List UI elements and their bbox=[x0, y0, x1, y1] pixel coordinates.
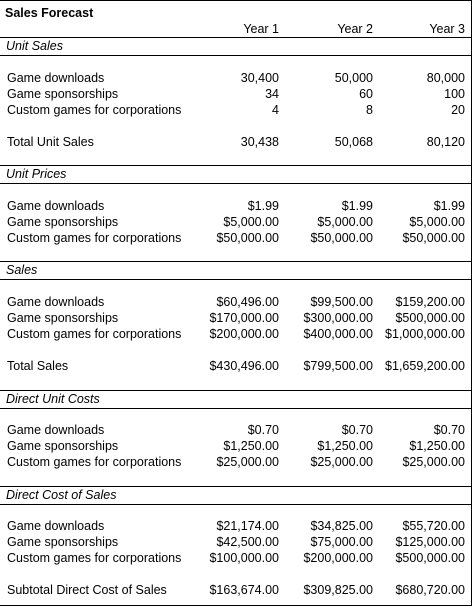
cell-year-1: $163,674.00 bbox=[209, 583, 279, 597]
cell-year-3: $159,200.00 bbox=[395, 295, 465, 309]
table-row bbox=[0, 231, 471, 247]
cell-year-2: 50,068 bbox=[334, 135, 373, 149]
section-header-direct-cost-of-sales bbox=[0, 486, 471, 505]
row-label: Subtotal Direct Cost of Sales bbox=[7, 583, 167, 597]
row-label: Game downloads bbox=[7, 295, 105, 309]
cell-year-1: 30,438 bbox=[240, 135, 279, 149]
cell-year-3: $55,720.00 bbox=[402, 519, 465, 533]
cell-year-1: $1.99 bbox=[247, 199, 279, 213]
cell-year-1: $5,000.00 bbox=[223, 215, 279, 229]
cell-year-1: $1,250.00 bbox=[223, 439, 279, 453]
cell-year-2: $300,000.00 bbox=[303, 311, 373, 325]
cell-year-2: $400,000.00 bbox=[303, 327, 373, 341]
section-label: Unit Sales bbox=[6, 39, 63, 53]
cell-year-1: $42,500.00 bbox=[216, 535, 279, 549]
cell-year-1: $60,496.00 bbox=[216, 295, 279, 309]
total-row bbox=[0, 135, 471, 151]
section-header-direct-unit-costs bbox=[0, 390, 471, 409]
row-label: Custom games for corporations bbox=[7, 455, 182, 469]
cell-year-2: $5,000.00 bbox=[317, 215, 373, 229]
row-label: Custom games for corporations bbox=[7, 327, 182, 341]
cell-year-1: $50,000.00 bbox=[216, 231, 279, 245]
column-header-year-3: Year 3 bbox=[429, 22, 465, 36]
cell-year-1: $100,000.00 bbox=[209, 551, 279, 565]
cell-year-1: $25,000.00 bbox=[216, 455, 279, 469]
cell-year-3: $1.99 bbox=[433, 199, 465, 213]
cell-year-3: $500,000.00 bbox=[395, 551, 465, 565]
cell-year-1: $200,000.00 bbox=[209, 327, 279, 341]
cell-year-3: 100 bbox=[444, 87, 465, 101]
cell-year-2: 8 bbox=[366, 103, 373, 117]
cell-year-2: $0.70 bbox=[341, 423, 373, 437]
cell-year-2: $1.99 bbox=[341, 199, 373, 213]
row-label: Game downloads bbox=[7, 423, 105, 437]
cell-year-3: 80,000 bbox=[426, 71, 465, 85]
cell-year-3: $500,000.00 bbox=[395, 311, 465, 325]
row-label: Custom games for corporations bbox=[7, 103, 182, 117]
table-row bbox=[0, 71, 471, 87]
total-row bbox=[0, 583, 471, 599]
cell-year-2: 60 bbox=[359, 87, 373, 101]
section-header-sales bbox=[0, 261, 471, 280]
cell-year-3: 20 bbox=[451, 103, 465, 117]
table-row bbox=[0, 551, 471, 567]
table-row bbox=[0, 535, 471, 551]
row-label: Game downloads bbox=[7, 519, 105, 533]
cell-year-3: $1,659,200.00 bbox=[385, 359, 465, 373]
cell-year-2: $1,250.00 bbox=[317, 439, 373, 453]
section-header-unit-sales bbox=[0, 37, 471, 56]
column-header-year-2: Year 2 bbox=[337, 22, 373, 36]
cell-year-3: $680,720.00 bbox=[395, 583, 465, 597]
cell-year-3: $5,000.00 bbox=[409, 215, 465, 229]
section-label: Unit Prices bbox=[6, 167, 67, 181]
row-label: Game downloads bbox=[7, 199, 105, 213]
cell-year-3: $50,000.00 bbox=[402, 231, 465, 245]
table-row bbox=[0, 439, 471, 455]
cell-year-2: $309,825.00 bbox=[303, 583, 373, 597]
cell-year-1: 4 bbox=[272, 103, 279, 117]
cell-year-1: $430,496.00 bbox=[209, 359, 279, 373]
row-label: Game sponsorships bbox=[7, 311, 119, 325]
row-label: Total Sales bbox=[7, 359, 69, 373]
section-label: Direct Cost of Sales bbox=[6, 488, 117, 502]
cell-year-3: 80,120 bbox=[426, 135, 465, 149]
section-label: Sales bbox=[6, 263, 38, 277]
cell-year-2: $200,000.00 bbox=[303, 551, 373, 565]
table-row bbox=[0, 519, 471, 535]
row-label: Custom games for corporations bbox=[7, 231, 182, 245]
table-row bbox=[0, 311, 471, 327]
section-header-unit-prices bbox=[0, 165, 471, 184]
cell-year-2: $50,000.00 bbox=[310, 231, 373, 245]
cell-year-3: $25,000.00 bbox=[402, 455, 465, 469]
total-row bbox=[0, 359, 471, 375]
table-row bbox=[0, 295, 471, 311]
table-row bbox=[0, 87, 471, 103]
row-label: Custom games for corporations bbox=[7, 551, 182, 565]
table-row bbox=[0, 215, 471, 231]
table-row bbox=[0, 455, 471, 471]
cell-year-3: $1,000,000.00 bbox=[385, 327, 465, 341]
cell-year-1: $21,174.00 bbox=[216, 519, 279, 533]
cell-year-2: 50,000 bbox=[334, 71, 373, 85]
cell-year-2: $25,000.00 bbox=[310, 455, 373, 469]
cell-year-1: 34 bbox=[265, 87, 279, 101]
section-label: Direct Unit Costs bbox=[6, 392, 100, 406]
title-row bbox=[0, 1, 471, 23]
table-title: Sales Forecast bbox=[5, 6, 94, 20]
cell-year-2: $34,825.00 bbox=[310, 519, 373, 533]
cell-year-1: $0.70 bbox=[247, 423, 279, 437]
table-row bbox=[0, 327, 471, 343]
cell-year-3: $0.70 bbox=[433, 423, 465, 437]
cell-year-2: $799,500.00 bbox=[303, 359, 373, 373]
table-row bbox=[0, 423, 471, 439]
cell-year-2: $99,500.00 bbox=[310, 295, 373, 309]
cell-year-2: $75,000.00 bbox=[310, 535, 373, 549]
row-label: Game downloads bbox=[7, 71, 105, 85]
cell-year-3: $1,250.00 bbox=[409, 439, 465, 453]
row-label: Game sponsorships bbox=[7, 87, 119, 101]
column-header-year-1: Year 1 bbox=[243, 22, 279, 36]
row-label: Total Unit Sales bbox=[7, 135, 94, 149]
cell-year-1: 30,400 bbox=[240, 71, 279, 85]
row-label: Game sponsorships bbox=[7, 215, 119, 229]
table-row bbox=[0, 103, 471, 119]
table-row bbox=[0, 199, 471, 215]
row-label: Game sponsorships bbox=[7, 439, 119, 453]
cell-year-3: $125,000.00 bbox=[395, 535, 465, 549]
cell-year-1: $170,000.00 bbox=[209, 311, 279, 325]
row-label: Game sponsorships bbox=[7, 535, 119, 549]
